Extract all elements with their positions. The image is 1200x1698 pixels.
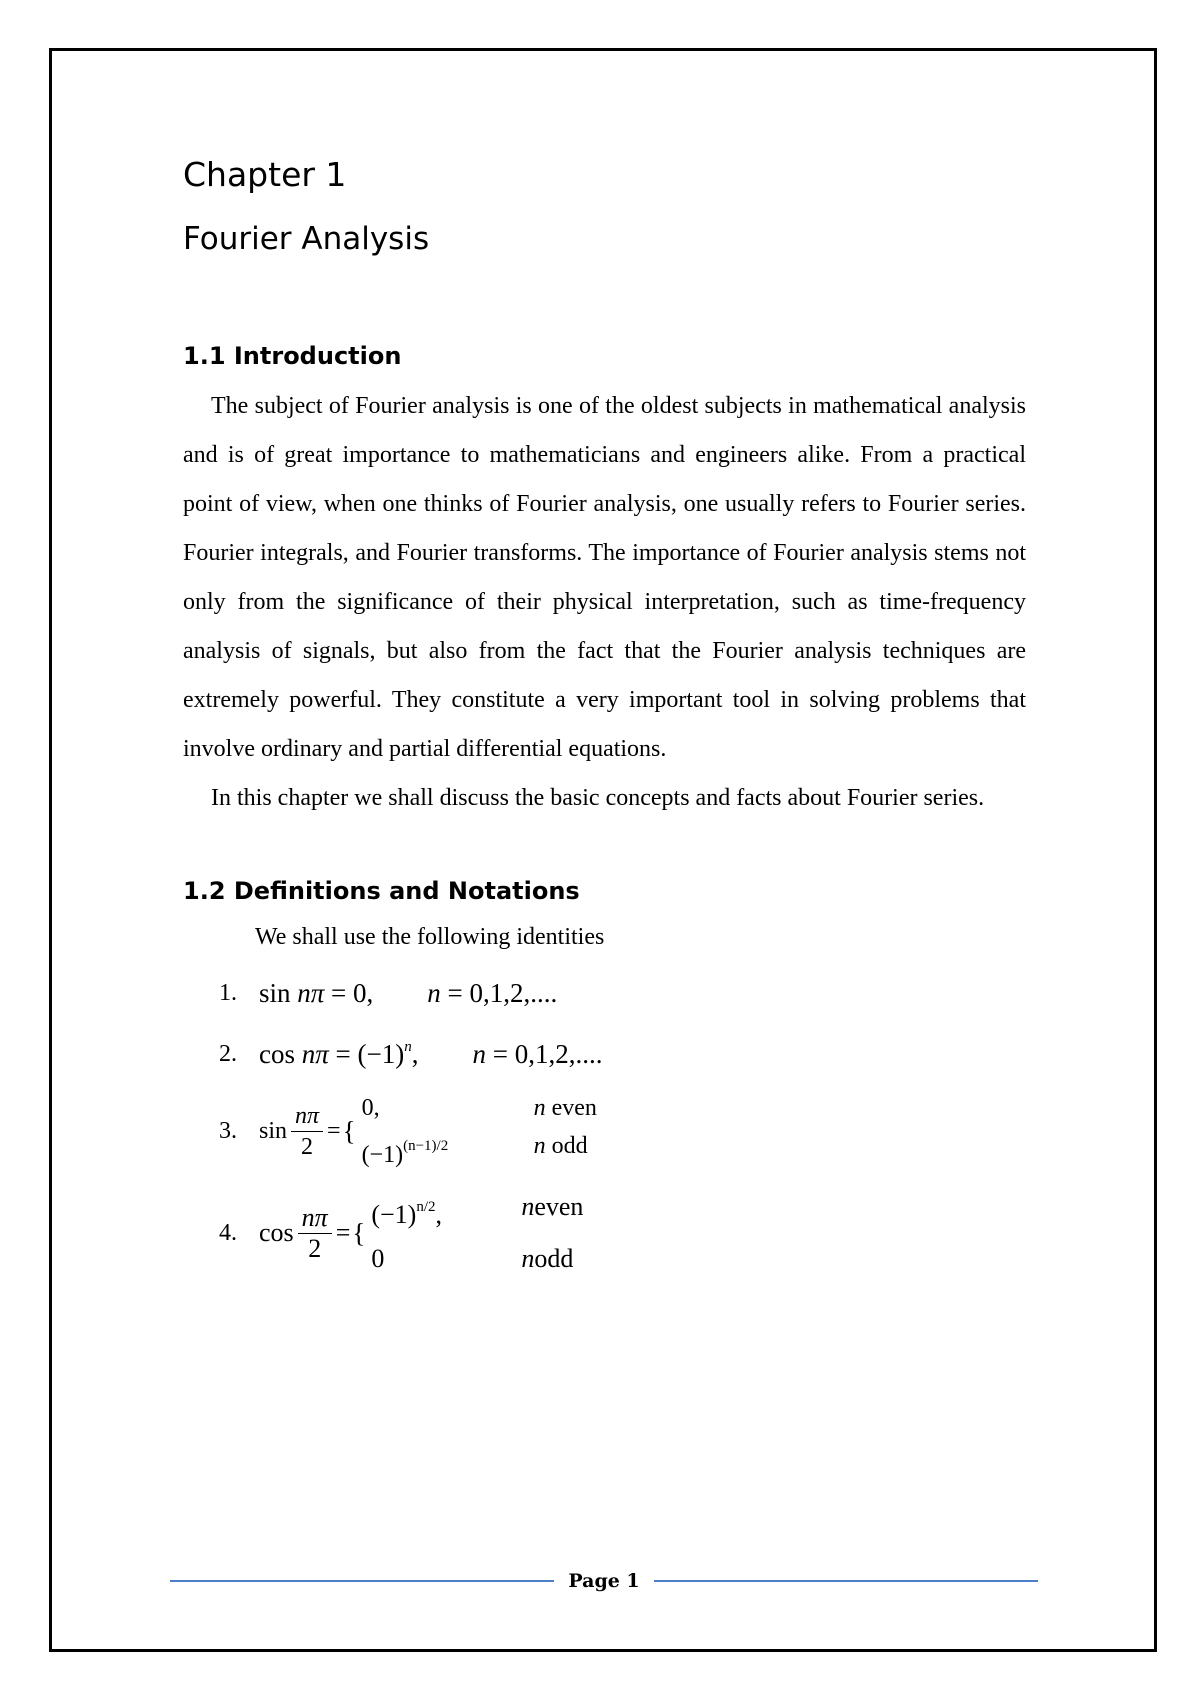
fraction: $\frac{n\pi}{2}$ xyxy=(291,1101,323,1162)
page-content xyxy=(183,140,1026,1279)
footer-rule-left xyxy=(170,1580,554,1582)
identity-formula: cos $\frac{n\pi}{2}$ = { $(-1)^{n/2}$, neven 0 nodd xyxy=(259,1185,583,1281)
fraction: $\frac{n\pi}{2}$ xyxy=(298,1203,332,1264)
identity-formula: sin nπ = 0, n = 0,1,2,.... xyxy=(259,977,558,1008)
identity-4 xyxy=(219,1187,1026,1279)
identity-1 xyxy=(219,963,1026,1023)
identity-number: 1. xyxy=(219,979,237,1006)
identity-2 xyxy=(219,1023,1026,1085)
identity-number: 4. xyxy=(219,1219,237,1246)
identity-number: 2. xyxy=(219,1040,237,1067)
page-number: Page 1 xyxy=(568,1570,640,1592)
brace: { xyxy=(342,1115,356,1146)
piecewise-cases: 0, n even $(-1)^{(n-1)/2}$ n odd xyxy=(361,1094,597,1168)
page-footer xyxy=(170,1566,1038,1596)
identity-3 xyxy=(219,1085,1026,1177)
chapter-title: Fourier Analysis xyxy=(183,221,430,257)
footer-rule-right xyxy=(654,1580,1038,1582)
identities-intro: We shall use the following identities xyxy=(255,924,605,950)
chapter-label: Chapter 1 xyxy=(183,155,347,194)
section-heading-definitions: 1.2 Definitions and Notations xyxy=(183,877,580,905)
brace: { xyxy=(352,1217,366,1248)
intro-paragraph: The subject of Fourier analysis is one of the oldest subjects in mathematical analysis and is of great importance to mathematicians and engineers alike. From a practical point of view, when one thinks of Fourier analysis, one usually refers to Fourier series. Fourier integrals, and Fourier transforms. The importance of Fourier analysis stems not only from the significance of their physical interpretation, such as time-frequency analysis of signals, but also from the fact that the Fourier analysis techniques are extremely powerful. They constitute a very important tool in solving problems that involve ordinary and partial differential equations. xyxy=(183,393,1026,762)
identities-list xyxy=(183,963,1026,1279)
identity-formula: sin $\frac{n\pi}{2}$ = { 0, n even $(-1)^{(n-1)/2}$ n odd xyxy=(259,1089,597,1174)
identity-formula: $\cos n\pi = (-1)^n$, n = 0,1,2,.... xyxy=(259,1038,603,1069)
chapter-scope-paragraph: In this chapter we shall discuss the basic concepts and facts about Fourier series. xyxy=(211,785,985,811)
identity-number: 3. xyxy=(219,1117,237,1144)
piecewise-cases: $(-1)^{n/2}$, neven 0 nodd xyxy=(371,1192,584,1273)
section-heading-introduction: 1.1 Introduction xyxy=(183,342,402,370)
